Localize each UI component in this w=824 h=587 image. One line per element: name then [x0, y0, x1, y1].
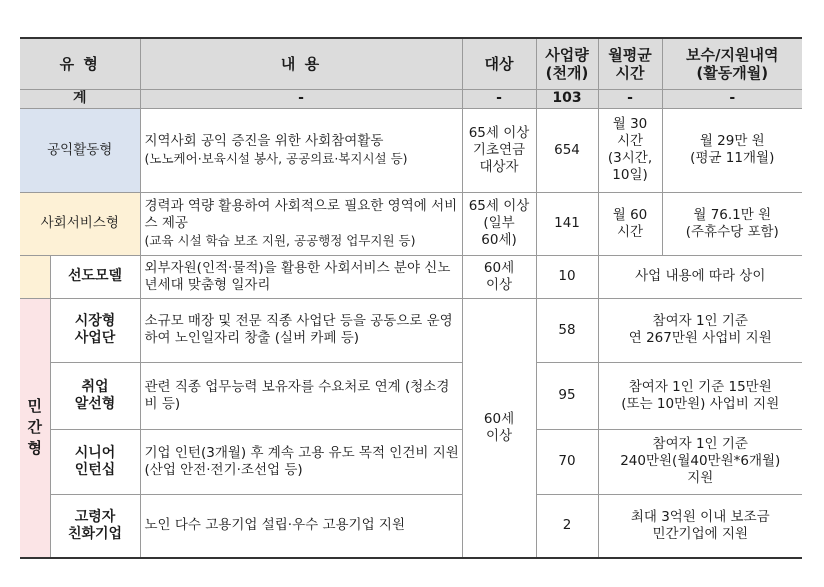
pilot-indent: [20, 255, 50, 298]
public-row: [20, 108, 802, 192]
total-content: -: [140, 89, 462, 108]
header-row: [20, 38, 802, 89]
pilot-type: 선도모델: [50, 255, 140, 298]
social-type: 사회서비스형: [20, 192, 140, 255]
private-row-3: [20, 429, 802, 494]
social-hours: 월 60 시간: [598, 192, 662, 255]
senior-jobs-table: [20, 37, 802, 559]
pilot-target: 60세 이상: [462, 255, 536, 298]
header-type: 유 형: [20, 38, 140, 89]
pilot-content: 외부자원(인적·물적)을 활용한 사회서비스 분야 신노년세대 맞춤형 일자리: [140, 255, 462, 298]
private-scale-4: 2: [536, 494, 598, 558]
total-scale: 103: [536, 89, 598, 108]
private-scale-2: 95: [536, 362, 598, 429]
pilot-pay: 사업 내용에 따라 상이: [598, 255, 802, 298]
header-target: 대상: [462, 38, 536, 89]
header-hours: 월평균 시간: [598, 38, 662, 89]
total-hours: -: [598, 89, 662, 108]
private-pay-3: 참여자 1인 기준 240만원(월40만원*6개월) 지원: [598, 429, 802, 494]
private-scale-1: 58: [536, 298, 598, 362]
private-content-4: 노인 다수 고용기업 설립·우수 고용기업 지원: [140, 494, 462, 558]
private-pay-2: 참여자 1인 기준 15만원 (또는 10만원) 사업비 지원: [598, 362, 802, 429]
private-target: 60세 이상: [462, 298, 536, 558]
social-content-cell: [140, 192, 462, 255]
private-content-3: 기업 인턴(3개월) 후 계속 고용 유도 목적 인건비 지원 (산업 안전·전기·조선업 등): [140, 429, 462, 494]
public-type: 공익활동형: [20, 108, 140, 192]
private-label: 민 간 형: [20, 298, 50, 558]
header-content: 내 용: [140, 38, 462, 89]
social-detail: (교육 시설 학습 보조 지원, 공공행정 업무지원 등): [144, 233, 416, 248]
social-content: 경력과 역량 활용하여 사회적으로 필요한 영역에 서비스 제공: [144, 198, 458, 231]
header-pay: 보수/지원내역 (활동개월): [662, 38, 802, 89]
private-row-4: [20, 494, 802, 558]
private-scale-3: 70: [536, 429, 598, 494]
total-label: 계: [20, 89, 140, 108]
total-target: -: [462, 89, 536, 108]
total-row: [20, 89, 802, 108]
social-row: [20, 192, 802, 255]
private-pay-4: 최대 3억원 이내 보조금 민간기업에 지원: [598, 494, 802, 558]
private-row-2: [20, 362, 802, 429]
social-target: 65세 이상 (일부 60세): [462, 192, 536, 255]
total-pay: -: [662, 89, 802, 108]
header-scale: 사업량 (천개): [536, 38, 598, 89]
private-pay-1: 참여자 1인 기준 연 267만원 사업비 지원: [598, 298, 802, 362]
private-type-4: 고령자 친화기업: [50, 494, 140, 558]
public-content-cell: [140, 108, 462, 192]
private-type-1: 시장형 사업단: [50, 298, 140, 362]
public-content: 지역사회 공익 증진을 위한 사회참여활동: [144, 133, 384, 149]
public-scale: 654: [536, 108, 598, 192]
private-content-1: 소규모 매장 및 전문 직종 사업단 등을 공동으로 운영하여 노인일자리 창출 (실버 카페 등): [140, 298, 462, 362]
social-pay: 월 76.1만 원 (주휴수당 포함): [662, 192, 802, 255]
public-target: 65세 이상 기초연금 대상자: [462, 108, 536, 192]
private-row-1: [20, 298, 802, 362]
private-type-2: 취업 알선형: [50, 362, 140, 429]
social-scale: 141: [536, 192, 598, 255]
pilot-row: [20, 255, 802, 298]
public-pay: 월 29만 원 (평균 11개월): [662, 108, 802, 192]
public-hours: 월 30 시간 (3시간, 10일): [598, 108, 662, 192]
private-type-3: 시니어 인턴십: [50, 429, 140, 494]
public-detail: (노노케어·보육시설 봉사, 공공의료·복지시설 등): [144, 151, 408, 166]
private-content-2: 관련 직종 업무능력 보유자를 수요처로 연계 (청소경비 등): [140, 362, 462, 429]
pilot-scale: 10: [536, 255, 598, 298]
